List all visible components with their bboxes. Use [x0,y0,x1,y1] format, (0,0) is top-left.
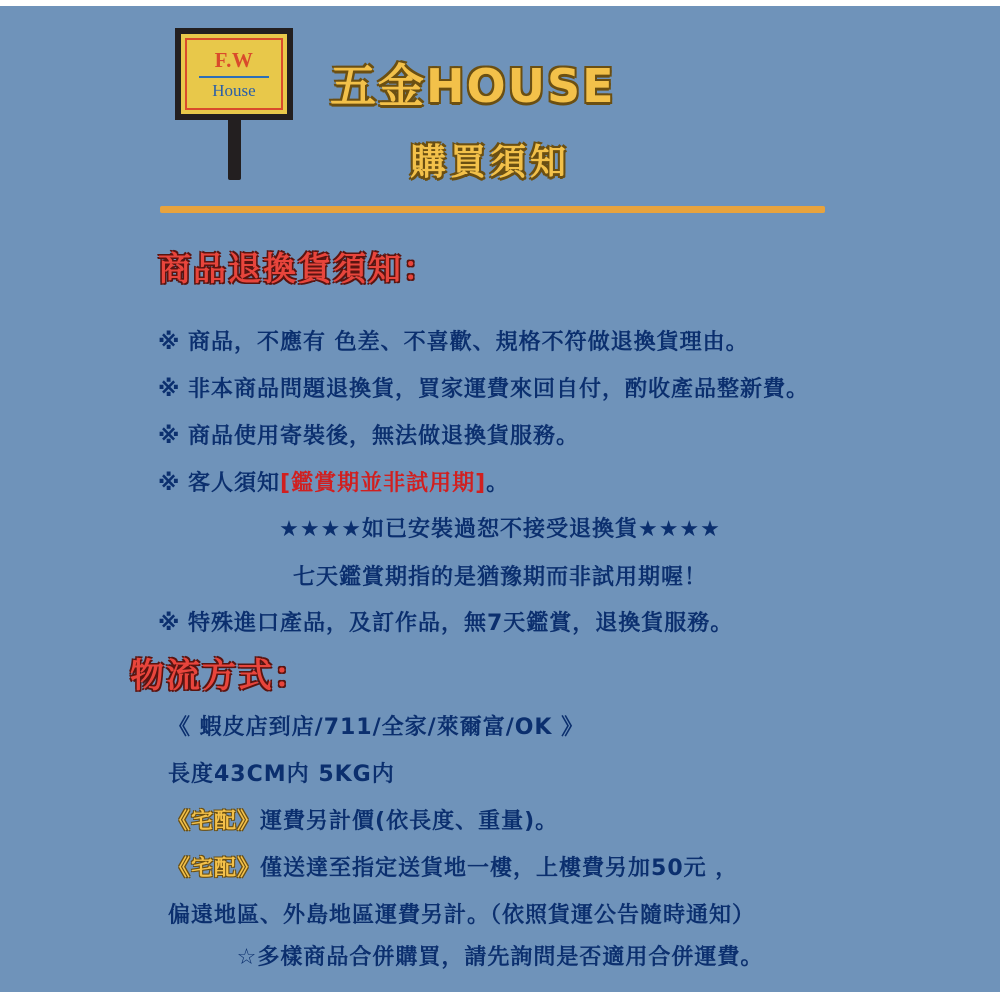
shipping-line-3 [168,804,558,835]
shop-sign-house-text: House [212,80,256,100]
return-policy-heading: 商品退換貨須知： [158,249,438,288]
top-white-band [0,0,1000,6]
special-order-item [158,606,733,637]
bullet-mark-icon: ※ [158,424,181,449]
shop-sign-logo [175,28,293,120]
customer-notice-suffix: 。 [486,471,510,496]
customer-notice-item [158,466,509,497]
bullet-mark-icon: ※ [158,377,181,402]
return-policy-item-1 [158,325,749,356]
shipping-line-2: 長度43CM内 5KG内 [168,762,395,787]
shipping-heading: 物流方式： [130,656,310,696]
header [0,12,1000,202]
return-policy-item-2-text: 非本商品問題退換貨，買家運費來回自付，酌收產品整新費。 [188,377,810,402]
shop-sign-divider [199,76,269,78]
shipping-line-4 [168,851,738,882]
shop-sign-fw-text: F.W [214,47,254,72]
return-policy-item-1-text: 商品，不應有 色差、不喜歡、規格不符做退換貨理由。 [188,330,749,355]
installed-no-return-line: ★★★★如已安裝過恕不接受退換貨★★★★ [279,517,721,542]
shop-sign-post [228,118,241,180]
brand-title: 五金HOUSE [330,59,616,113]
bottom-white-band [0,992,1000,1000]
customer-notice-prefix: 客人須知 [188,471,281,496]
return-policy-item-3-text: 商品使用寄裝後，無法做退換貨服務。 [188,424,580,449]
bullet-mark-icon: ※ [158,471,181,496]
shipping-line-5: 偏遠地區、外島地區運費另計。（依照貨運公告隨時通知） [168,903,756,928]
bullet-mark-icon: ※ [158,330,181,355]
page-subtitle: 購買須知 [410,142,571,183]
return-policy-item-3 [158,419,579,450]
return-policy-item-2 [158,372,809,403]
shipping-line-1: 《 蝦皮店到店/711/全家/萊爾富/OK 》 [168,715,585,740]
combined-shipping-footer: ☆多樣商品合併購買，請先詢問是否適用合併運費。 [236,945,764,970]
home-delivery-tag: 《宅配》 [168,809,261,834]
special-order-item-text: 特殊進口產品，及訂作品，無7天鑑賞，退換貨服務。 [188,611,734,636]
shipping-line-4-text: 僅送達至指定送貨地一樓，上樓費另加50元 ， [260,856,739,881]
shop-sign-inner [185,38,283,110]
shipping-line-3-text: 運費另計價(依長度、重量)。 [260,809,559,834]
gold-divider [160,206,825,213]
home-delivery-tag: 《宅配》 [168,856,261,881]
seven-day-note-line: 七天鑑賞期指的是猶豫期而非試用期喔！ [292,565,707,590]
bullet-mark-icon: ※ [158,611,181,636]
customer-notice-highlight: [鑑賞期並非試用期] [280,471,487,496]
